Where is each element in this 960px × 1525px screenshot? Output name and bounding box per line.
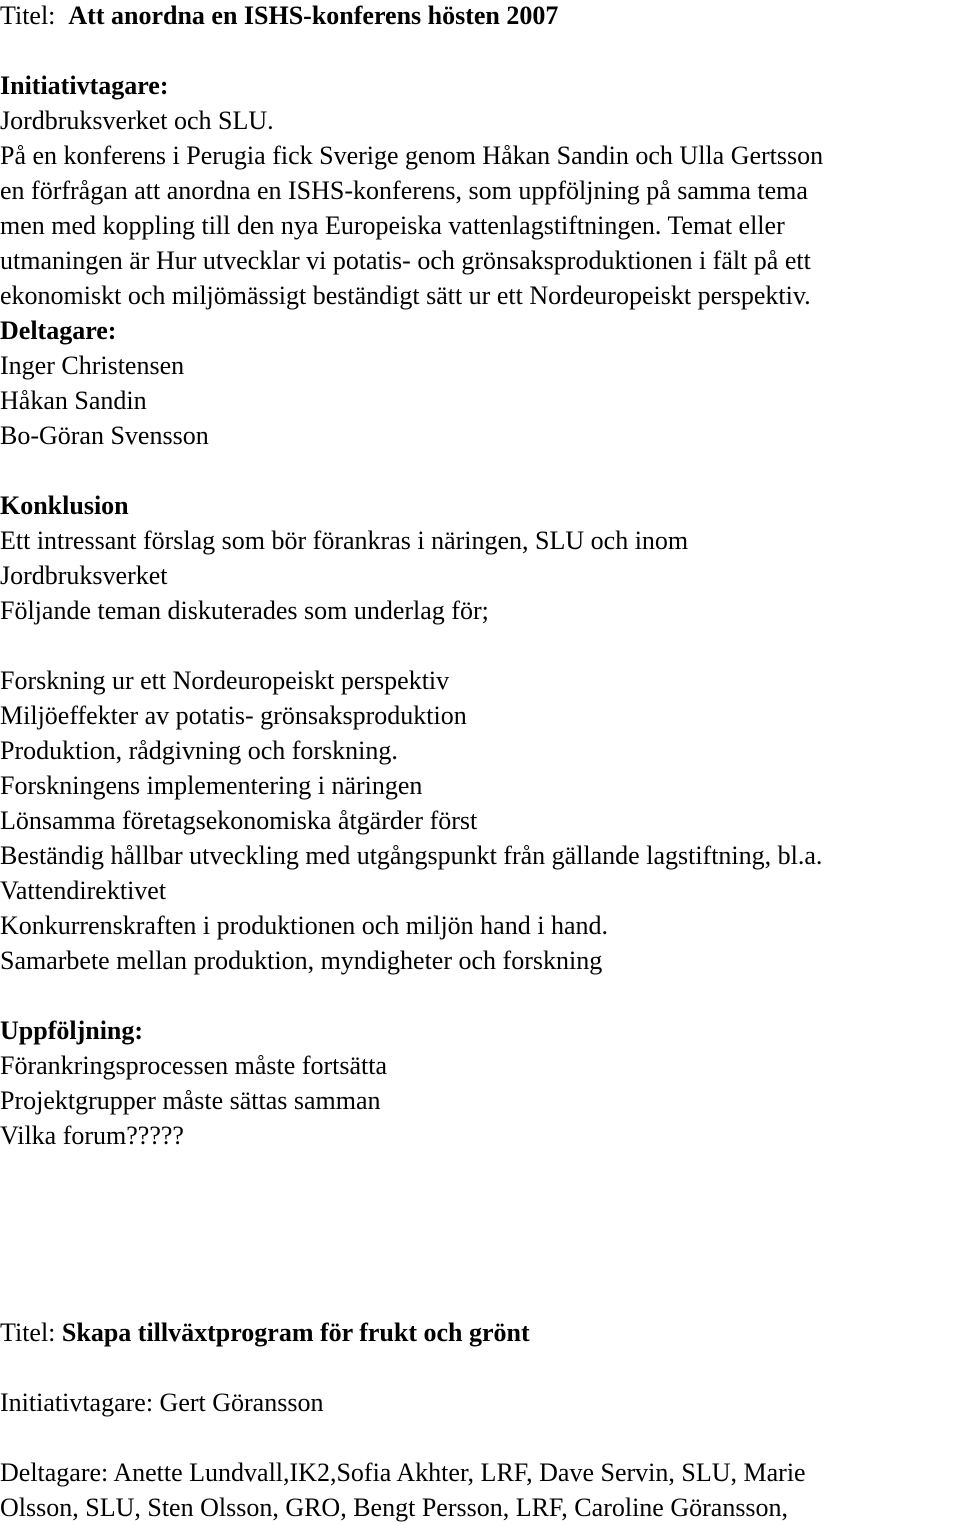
- title-label: Titel:: [0, 1318, 56, 1347]
- theme-item: Samarbete mellan produktion, myndigheter och forskning: [0, 946, 603, 975]
- theme-item: Beständig hållbar utveckling med utgångspunkt från gällande lagstiftning, bl.a.: [0, 841, 823, 870]
- paragraph-line: men med koppling till den nya Europeiska vattenlagstiftningen. Temat eller: [0, 211, 785, 240]
- section-title: Att anordna en ISHS-konferens hösten 2007: [68, 1, 559, 30]
- participants-line: Olsson, SLU, Sten Olsson, GRO, Bengt Persson, LRF, Caroline Göransson,: [0, 1493, 789, 1522]
- followup-heading: Uppföljning:: [0, 1016, 144, 1045]
- initiator-label: Initiativtagare:: [0, 1388, 154, 1417]
- section-1-title-line: [0, 0, 960, 33]
- followup-line: Projektgrupper måste sättas samman: [0, 1086, 381, 1115]
- participants-text: Anette Lundvall,IK2,Sofia Akhter, LRF, Dave Servin, SLU, Marie: [113, 1458, 806, 1487]
- conclusion-heading: Konklusion: [0, 491, 129, 520]
- paragraph-line: ekonomiskt och miljömässigt beständigt sätt ur ett Nordeuropeiskt perspektiv.: [0, 281, 811, 310]
- spacer: [0, 1420, 960, 1455]
- theme-item: Konkurrenskraften i produktionen och miljön hand i hand.: [0, 911, 608, 940]
- participants-heading: Deltagare:: [0, 316, 117, 345]
- theme-item: Miljöeffekter av potatis- grönsaksproduktion: [0, 701, 467, 730]
- spacer: [0, 1350, 960, 1385]
- theme-item: Vattendirektivet: [0, 876, 167, 905]
- theme-item: Forskningens implementering i näringen: [0, 771, 423, 800]
- participants-label: Deltagare:: [0, 1458, 109, 1487]
- participant-name: Bo-Göran Svensson: [0, 421, 209, 450]
- participants-line: [0, 1455, 960, 1490]
- theme-item: Produktion, rådgivning och forskning.: [0, 736, 398, 765]
- section-2-title-line: [0, 1315, 960, 1350]
- title-label: Titel:: [0, 1, 56, 30]
- spacer: [0, 978, 960, 1013]
- paragraph-line: en förfrågan att anordna en ISHS-konferens, som uppföljning på samma tema: [0, 176, 808, 205]
- participant-name: Håkan Sandin: [0, 386, 147, 415]
- paragraph-line: På en konferens i Perugia fick Sverige genom Håkan Sandin och Ulla Gertsson: [0, 141, 824, 170]
- followup-line: Vilka forum?????: [0, 1121, 184, 1150]
- theme-item: Lönsamma företagsekonomiska åtgärder först: [0, 806, 478, 835]
- participant-name: Inger Christensen: [0, 351, 185, 380]
- initiator-name: Gert Göransson: [159, 1388, 324, 1417]
- section-title: Skapa tillväxtprogram för frukt och grönt: [61, 1318, 530, 1347]
- spacer: [0, 453, 960, 488]
- conclusion-line: Jordbruksverket: [0, 561, 168, 590]
- spacer: [0, 628, 960, 663]
- conclusion-line: Ett intressant förslag som bör förankras i näringen, SLU och inom: [0, 526, 689, 555]
- spacer: [0, 33, 960, 68]
- paragraph-line: Jordbruksverket och SLU.: [0, 106, 274, 135]
- initiator-heading: Initiativtagare:: [0, 71, 169, 100]
- followup-line: Förankringsprocessen måste fortsätta: [0, 1051, 388, 1080]
- section-2: [0, 1315, 960, 1525]
- initiator-line: [0, 1385, 960, 1420]
- theme-item: Forskning ur ett Nordeuropeiskt perspektiv: [0, 666, 450, 695]
- paragraph-line: utmaningen är Hur utvecklar vi potatis- och grönsaksproduktionen i fält på ett: [0, 246, 811, 275]
- conclusion-line: Följande teman diskuterades som underlag för;: [0, 596, 489, 625]
